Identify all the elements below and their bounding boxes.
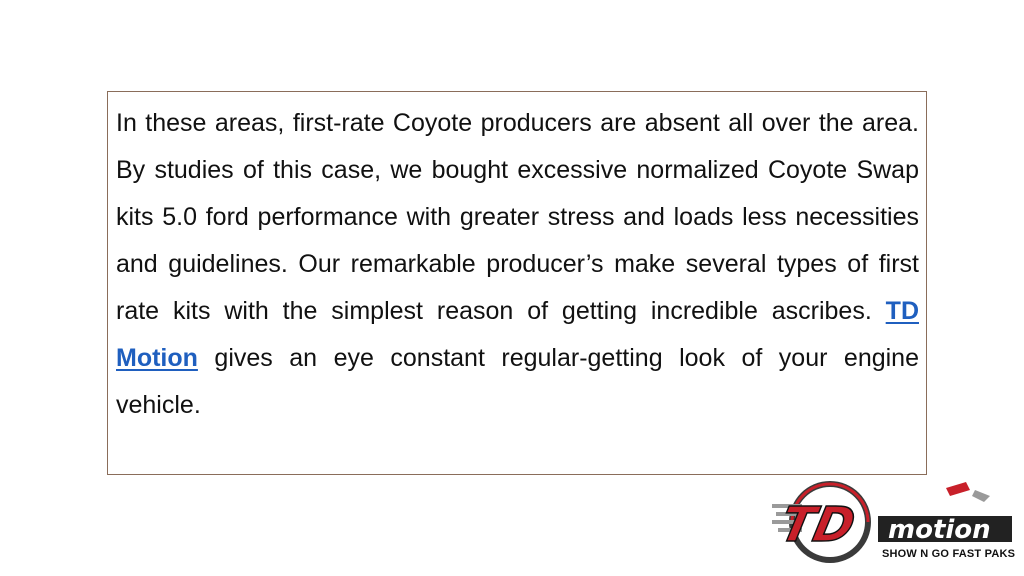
gauge-tick-icon [946,482,990,502]
text-box [107,91,927,475]
logo-tagline: SHOW N GO FAST PAKS [882,548,1016,560]
body-paragraph [116,100,919,429]
logo-wordmark: motion [888,515,991,545]
td-motion-link[interactable]: TD Motion [116,297,919,372]
paragraph-text-after: gives an eye constant regular-getting look of your engine vehicle. [116,344,919,419]
logo-mark: TD [775,497,860,553]
paragraph-text-before: In these areas, first-rate Coyote producers are absent all over the area. By studies of this case, we bought excessive normalized Coyote Swap kits 5.0 ford performance with greater stress and loads less necessities and guidelines. Our remarkable producer’s make several types of first rate kits with the simplest reason of getting incredible ascribes. [116,109,919,325]
